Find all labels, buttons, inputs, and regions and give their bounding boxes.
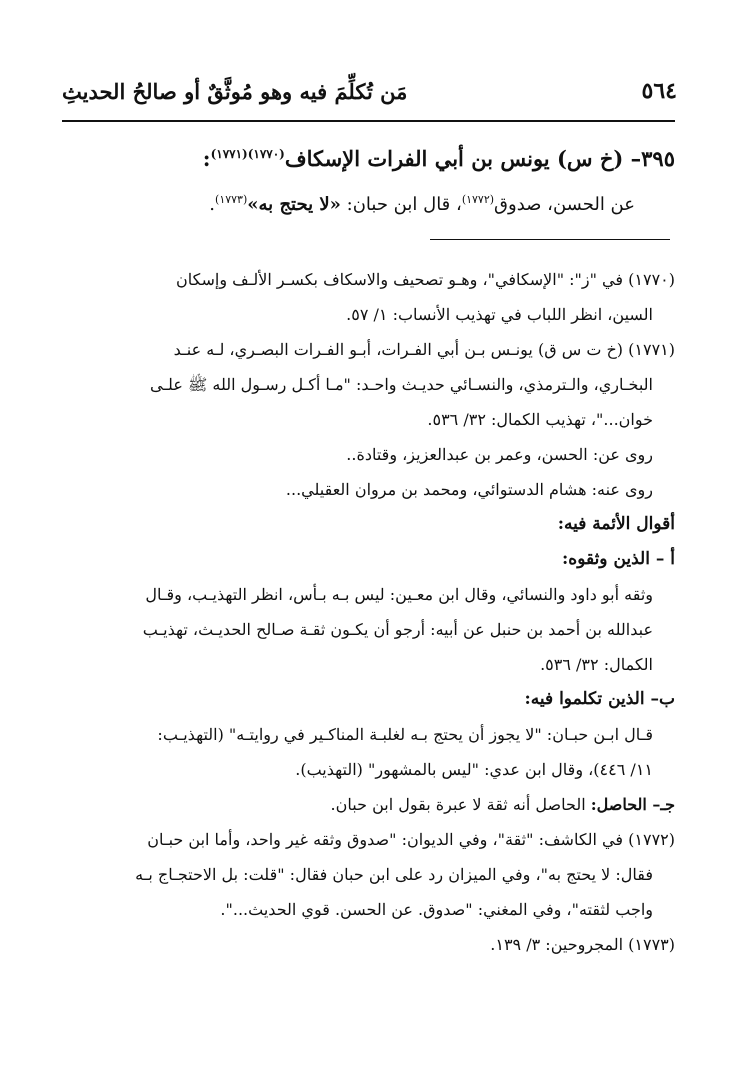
entry-number: ٣٩٥– (630, 146, 675, 171)
entry-body-end: . (209, 194, 216, 215)
entry-heading (60, 136, 675, 177)
entry-title: (خ س) يونس بن أبي الفرات الإسكاف (284, 146, 631, 171)
entry-colon: : (202, 146, 211, 171)
footnote-ref-1773: (١٧٧٣) (215, 193, 248, 206)
entry-title-refs: (١٧٧٠)(١٧٧١) (210, 147, 285, 161)
footnote-1771-line: (١٧٧١) (خ ت س ق) يونـس بـن أبي الفـرات، أبـو الفـرات البصـري، لـه عنـد (173, 340, 675, 359)
footnote-1773-line: (١٧٧٣) المجروحين: ٣/ ١٣٩. (490, 935, 675, 954)
page-header (62, 70, 677, 112)
footnote-1770-line: السين، انظر اللباب في تهذيب الأنساب: ١/ ٥٧. (346, 305, 653, 324)
entry-body-mid: ، قال ابن حبان: (340, 194, 462, 215)
footnote-1771-line: خوان..."، تهذيب الكمال: ٣٢/ ٥٣٦. (427, 410, 653, 429)
section-b-line: ١١/ ٤٤٦)، وقال ابن عدي: "ليس بالمشهور" (التهذيب). (295, 760, 653, 779)
entry-body-quote: «لا يحتج به» (247, 194, 341, 215)
section-a-line: وثقه أبو داود والنسائي، وقال ابن معـين: ليس بـه بـأس، انظر التهذيـب، وقـال (145, 585, 653, 604)
biography-entry (60, 136, 675, 224)
footnote-1772-line: واجب لثقته"، وفي المغني: "صدوق. عن الحسن. قوي الحديث...". (220, 900, 653, 919)
section-c-label: جـ– الحاصل: (590, 795, 675, 814)
section-a-heading: أ – الذين وثقوه: (562, 549, 675, 569)
page-number: ٥٦٤ (641, 78, 677, 104)
footnotes (60, 262, 675, 962)
footnote-1771-line: البخـاري، والـترمذي، والنسـائي حديـث واحـد: "مـا أكـل رسـول الله ﷺ علـى (150, 375, 653, 394)
section-c-text: الحاصل أنه ثقة لا عبرة بقول ابن حبان. (330, 795, 591, 814)
footnote-separator (430, 239, 670, 240)
imams-heading: أقوال الأئمة فيه: (557, 514, 675, 534)
entry-body-prefix: عن الحسن، صدوق (494, 194, 635, 215)
section-b-heading: ب– الذين تكلموا فيه: (524, 689, 675, 709)
section-b-line: قـال ابـن حبـان: "لا يجوز أن يحتج بـه لغلبـة المناكـير في روايتـه" (التهذيـب: (157, 725, 653, 744)
header-rule (62, 120, 675, 122)
section-a-line: الكمال: ٣٢/ ٥٣٦. (540, 655, 653, 674)
footnote-ref-1772: (١٧٧٢) (461, 193, 495, 206)
footnote-1771-line: روى عنه: هشام الدستوائي، ومحمد بن مروان العقيلي... (285, 480, 653, 499)
footnote-1772-line: (١٧٧٢) في الكاشف: "ثقة"، وفي الديوان: "صدوق وثقه غير واحد، وأما ابن حبـان (147, 830, 675, 849)
footnote-1770-line: (١٧٧٠) في "ز": "الإسكافي"، وهـو تصحيف والاسكاف بكسـر الألـف وإسكان (176, 270, 675, 289)
entry-body (60, 181, 675, 224)
running-title: مَن تُكلِّمَ فيه وهو مُوثَّقٌ أو صالحُ الحديثِ (62, 78, 408, 104)
footnote-1772-line: فقال: لا يحتج به"، وفي الميزان رد على ابن حبان فقال: "قلت: بل الاحتجـاج بـه (135, 865, 653, 884)
section-a-line: عبدالله بن أحمد بن حنبل عن أبيه: أرجو أن يكـون ثقـة صـالح الحديـث، تهذيـب (142, 620, 653, 639)
footnote-1771-line: روى عن: الحسن، وعمر بن عبدالعزيز، وقتادة.. (346, 445, 653, 464)
section-c-line (60, 787, 675, 822)
